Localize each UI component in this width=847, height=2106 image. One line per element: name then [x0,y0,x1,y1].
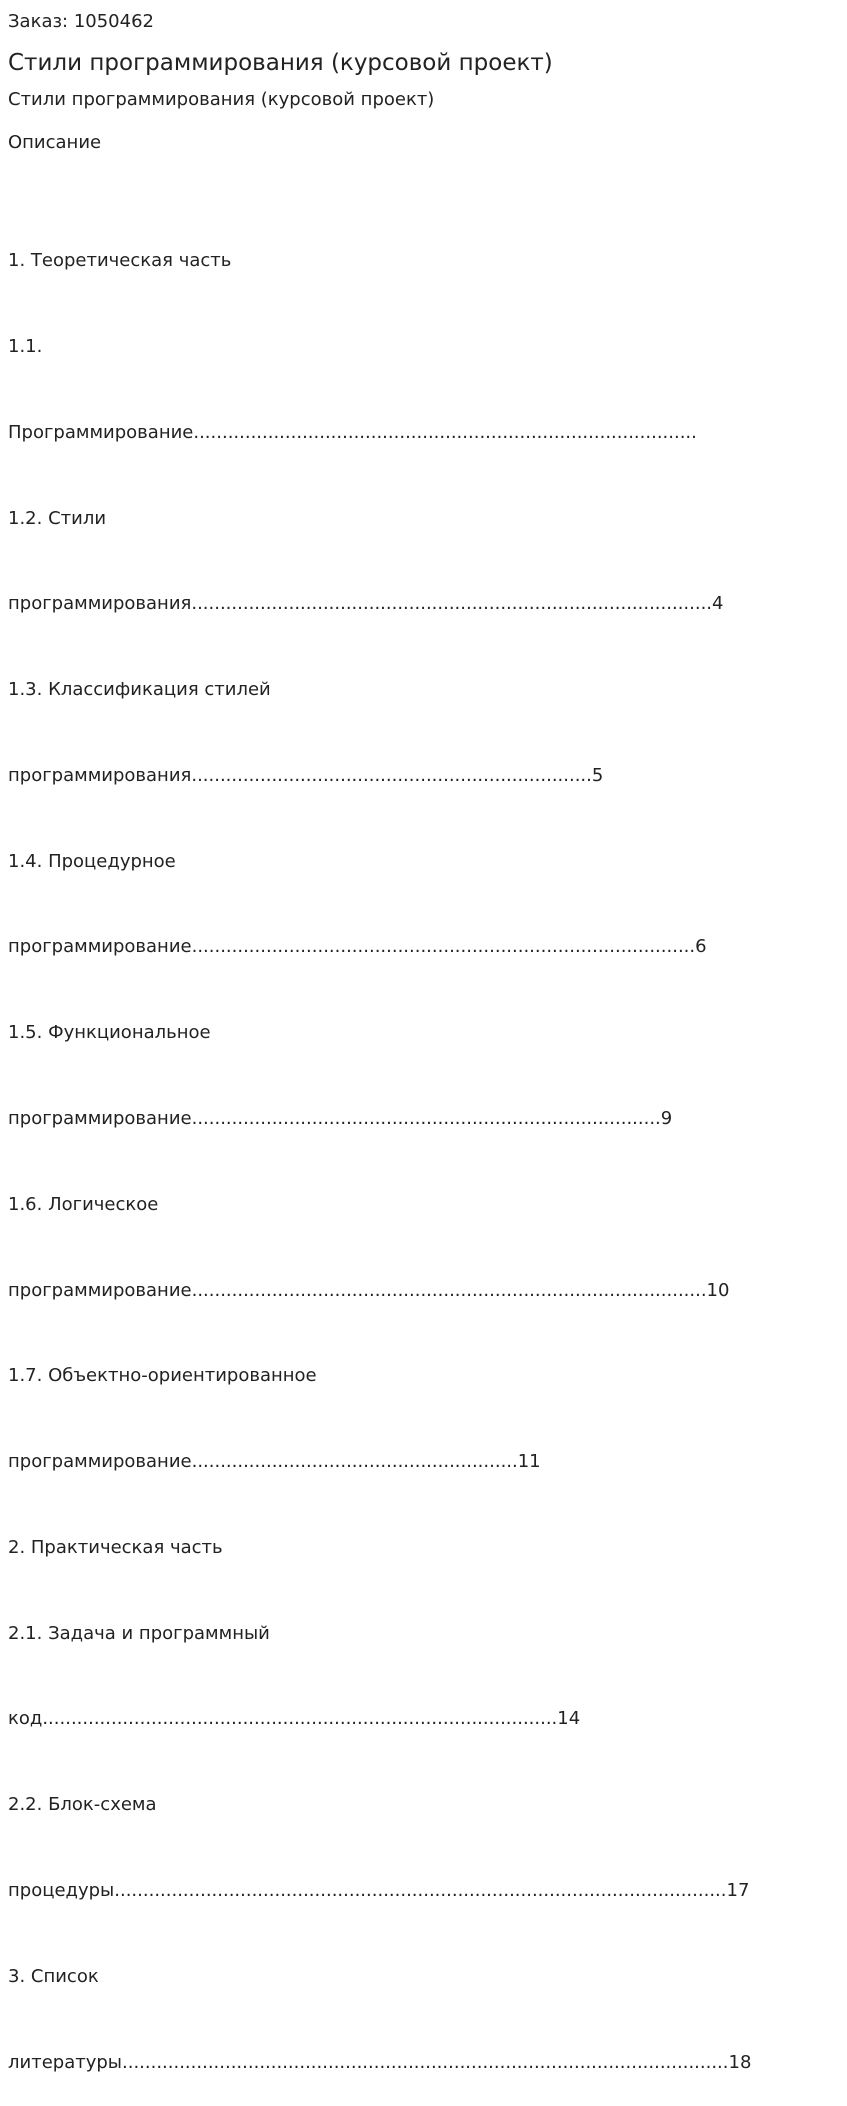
toc-line: 3. Список [8,1965,99,1987]
order-number: Заказ: 1050462 [8,11,154,32]
toc-line: Программирование........................................................................................ [8,421,697,443]
toc-line: 1.1. [8,335,43,357]
description-label: Описание [8,132,102,153]
table-of-contents [8,190,847,2106]
page-title: Стили программирования (курсовой проект) [8,50,553,76]
subtitle: Стили программирования (курсовой проект) [8,89,435,110]
toc-line: программирование..........................................................................................10 [8,1279,730,1301]
toc-line: 2. Практическая часть [8,1536,223,1558]
toc-line: 1.5. Функциональное [8,1022,211,1044]
toc-line: программирования...........................................................................................4 [8,593,724,615]
toc-line: программирования......................................................................5 [8,764,604,786]
toc-line: программирование........................................................................................6 [8,936,707,958]
toc-line: 1. Теоретическая часть [8,250,232,272]
toc-line: 1.7. Объектно-ориентированное [8,1365,317,1387]
toc-line: 1.6. Логическое [8,1193,159,1215]
toc-line: программирование.........................................................11 [8,1451,541,1473]
toc-line: литературы..........................................................................................................18 [8,2051,752,2073]
toc-line: 1.4. Процедурное [8,850,176,872]
toc-line: программирование..................................................................................9 [8,1108,673,1129]
toc-line: 2.2. Блок-схема [8,1794,157,1816]
toc-line: 1.3. Классификация стилей [8,679,271,701]
toc-line: процедуры...........................................................................................................17 [8,1880,750,1902]
toc-line: 2.1. Задача и программный [8,1622,270,1644]
toc-line: код..........................................................................................14 [8,1708,581,1730]
toc-line: 1.2. Стили [8,507,107,529]
